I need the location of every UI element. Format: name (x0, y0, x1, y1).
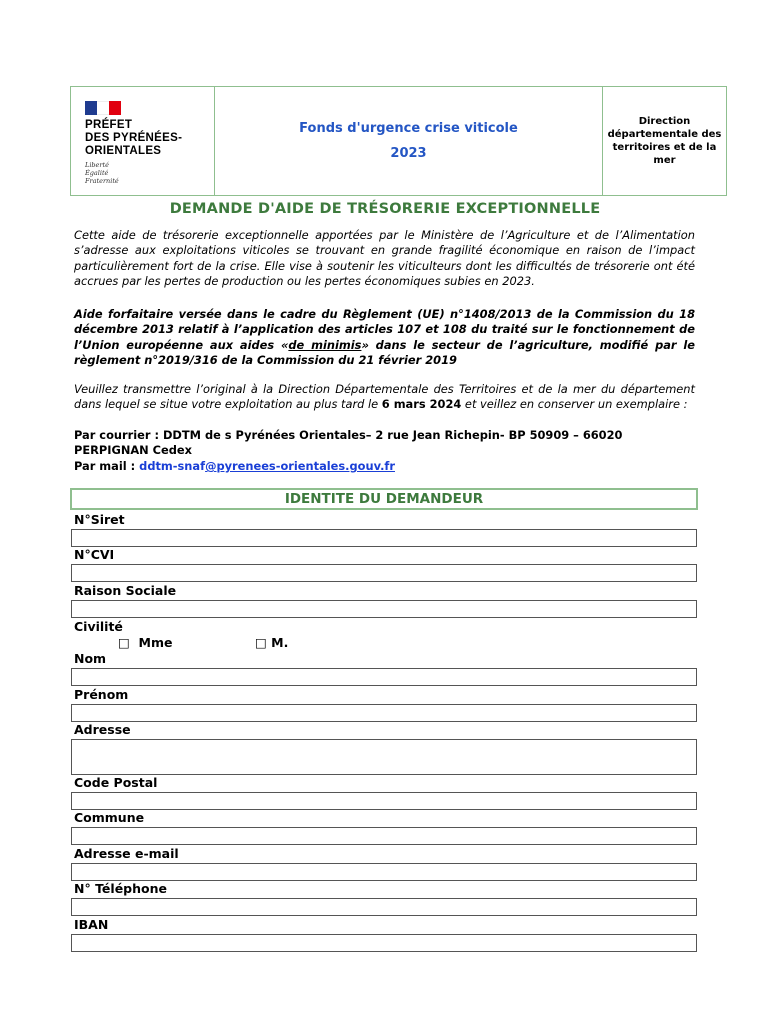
section-identite: IDENTITE DU DEMANDEUR (70, 488, 698, 510)
civilite-mme-option[interactable]: □ Mme (118, 635, 173, 650)
nom-label: Nom (74, 651, 107, 666)
raison-sociale-input[interactable] (71, 600, 697, 618)
checkbox-icon[interactable]: □ (255, 635, 267, 650)
mail-link[interactable]: ddtm-snaf@pyrenees-orientales.gouv.fr (139, 459, 395, 473)
header-title-cell (215, 87, 603, 195)
raison-sociale-label: Raison Sociale (74, 583, 177, 598)
civilite-m-option[interactable]: □ M. (255, 635, 289, 650)
direction-cell (603, 87, 726, 195)
marianne-flag-icon (85, 101, 121, 115)
nom-input[interactable] (71, 668, 697, 686)
reglement-paragraph: Aide forfaitaire versée dans le cadre du Règlement (UE) n°1408/2013 de la Commission du 18 décembre 2013 relatif à l’application des articles 107 et 108 du traité sur le fonctionnement de l’Union européenne aux aides «de minimis» dans le secteur de l’agriculture, modifié par le règlement n°2019/316 de la Commission du 21 février 2019 (74, 307, 695, 367)
prefet-logo (71, 87, 215, 195)
adresse-input[interactable] (71, 739, 697, 775)
cvi-label: N°CVI (74, 547, 115, 562)
email-input[interactable] (71, 863, 697, 881)
fund-year: 2023 (390, 146, 427, 161)
siret-label: N°Siret (74, 512, 125, 527)
prenom-label: Prénom (74, 687, 129, 702)
cvi-input[interactable] (71, 564, 697, 582)
iban-input[interactable] (71, 934, 697, 952)
transmit-paragraph: Veuillez transmettre l’original à la Direction Départementale des Territoires et de la mer du département dans lequel se situe votre exploitation au plus tard le 6 mars 2024 et veillez en conserver un exemplaire : (74, 382, 695, 412)
direction-name: Direction départementale des territoires et de la mer (607, 116, 722, 166)
commune-label: Commune (74, 810, 145, 825)
telephone-label: N° Téléphone (74, 881, 167, 896)
iban-label: IBAN (74, 917, 109, 932)
checkbox-icon[interactable]: □ (118, 635, 130, 650)
header-table (70, 86, 727, 196)
civilite-label: Civilité (74, 619, 123, 634)
prefet-wordmark: PRÉFET DES PYRÉNÉES- ORIENTALES (85, 119, 183, 157)
devise-republique: Liberté Égalité Fraternité (85, 161, 119, 185)
email-label: Adresse e-mail (74, 846, 179, 861)
code-postal-label: Code Postal (74, 775, 158, 790)
courrier-address: Par courrier : DDTM de s Pyrénées Orientales– 2 rue Jean Richepin- BP 50909 – 66020 PERPIGNAN Cedex (74, 428, 623, 458)
telephone-input[interactable] (71, 898, 697, 916)
commune-input[interactable] (71, 827, 697, 845)
prenom-input[interactable] (71, 704, 697, 722)
adresse-label: Adresse (74, 722, 131, 737)
siret-input[interactable] (71, 529, 697, 547)
page-title: DEMANDE D'AIDE DE TRÉSORERIE EXCEPTIONNELLE (169, 201, 601, 217)
fund-title: Fonds d'urgence crise viticole (299, 121, 518, 136)
intro-paragraph: Cette aide de trésorerie exceptionnelle apportées par le Ministère de l’Agriculture et de l’Alimentation s’adresse aux exploitations viticoles se trouvant en grande fragilité économique en raison de l’impact particulièrement fort de la crise. Elle vise à soutenir les viticulteurs dont les difficultés de trésorerie ont été accrues par les pertes de production ou les pertes économiques subies en 2023. (74, 228, 695, 288)
code-postal-input[interactable] (71, 792, 697, 810)
mail-line: Par mail : ddtm-snaf@pyrenees-orientales.gouv.fr (74, 459, 395, 473)
